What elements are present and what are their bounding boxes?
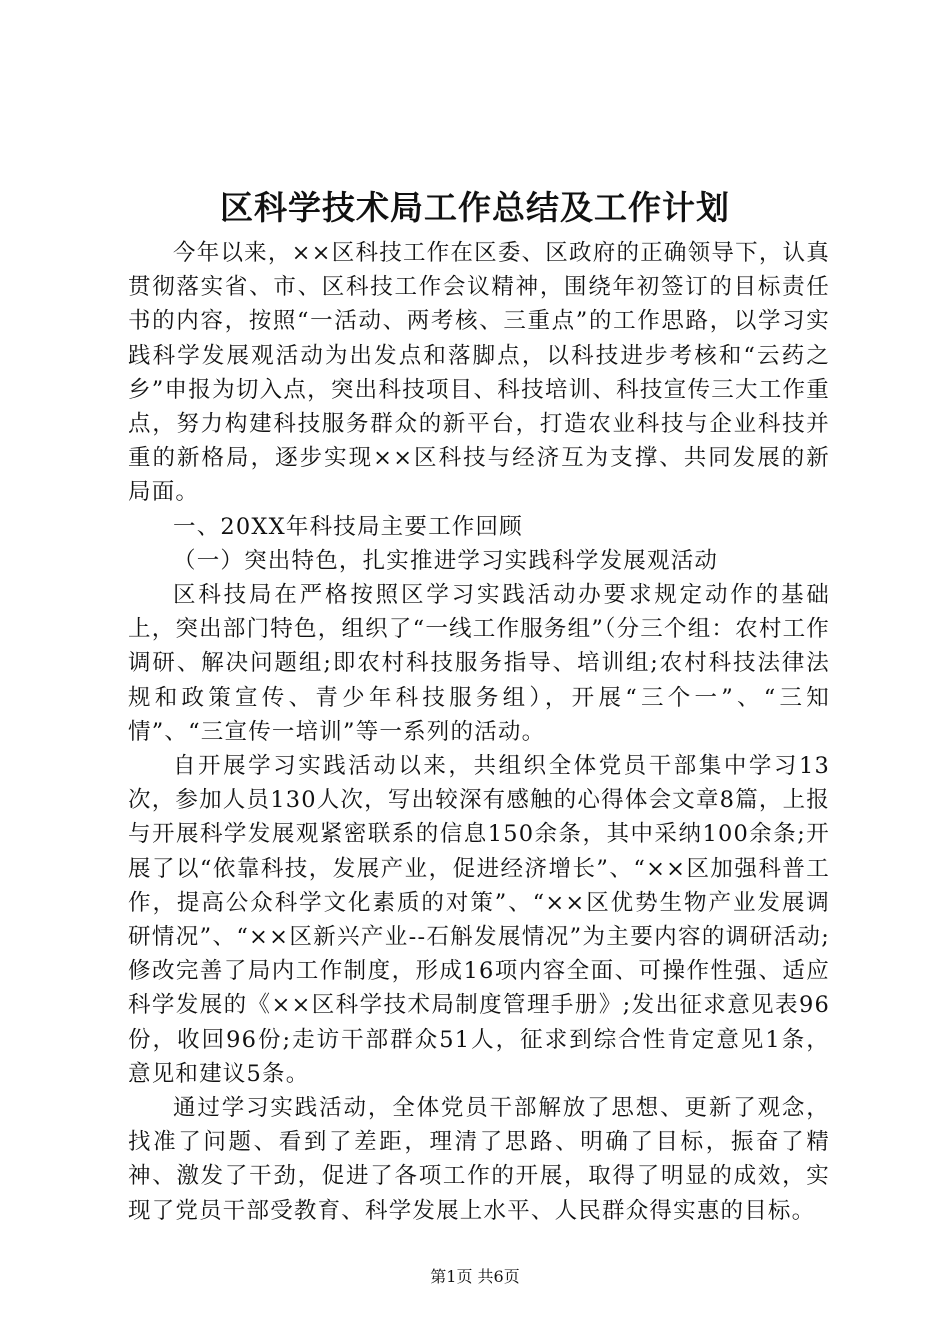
paragraph-intro: 今年以来，××区科技工作在区委、区政府的正确领导下，认真贯彻落实省、市、区科技工作会议精神，围绕年初签订的目标责任书的内容，按照“一活动、两考核、三重点”的工作思路，以学习实践科学发展观活动为出发点和落脚点，以科技进步考核和“云药之乡”申报为切入点，突出科技项目、科技培训、科技宣传三大工作重点，努力构建科技服务群众的新平台，打造农业科技与企业科技并重的新格局，逐步实现××区科技与经济互为支撑、共同发展的新局面。	[128, 240, 830, 506]
paragraph-activities: 区科技局在严格按照区学习实践活动办要求规定动作的基础上，突出部门特色，组织了“一线工作服务组”（分三个组：农村工作调研、解决问题组;即农村科技服务指导、培训组;农村科技法律法规和政策宣传、青少年科技服务组），开展“三个一”、“三知情”、“三宣传一培训”等一系列的活动。	[128, 582, 830, 745]
document-title: 区科学技术局工作总结及工作计划	[220, 188, 730, 227]
section-heading: 一、20XX年科技局主要工作回顾	[173, 513, 523, 540]
document-body	[128, 236, 830, 1228]
subsection-heading: （一）突出特色，扎实推进学习实践科学发展观活动	[173, 547, 719, 574]
page-number-footer: 第1页 共6页	[430, 1267, 520, 1286]
paragraph-results: 通过学习实践活动，全体党员干部解放了思想、更新了观念，找准了问题、看到了差距，理清了思路、明确了目标，振奋了精神、激发了干劲，促进了各项工作的开展，取得了明显的成效，实现了党员干部受教育、科学发展上水平、人民群众得实惠的目标。	[128, 1095, 830, 1224]
paragraph-statistics: 自开展学习实践活动以来，共组织全体党员干部集中学习13次，参加人员130人次，写出较深有感触的心得体会文章8篇，上报与开展科学发展观紧密联系的信息150余条，其中采纳100余条;开展了以“依靠科技，发展产业，促进经济增长”、“××区加强科普工作，提高公众科学文化素质的对策”、“××区优势生物产业发展调研情况”、“××区新兴产业--石斛发展情况”为主要内容的调研活动;修改完善了局内工作制度，形成16项内容全面、可操作性强、适应科学发展的《××区科学技术局制度管理手册》;发出征求意见表96份，收回96份;走访干部群众51人，征求到综合性肯定意见1条，意见和建议5条。	[128, 753, 830, 1087]
